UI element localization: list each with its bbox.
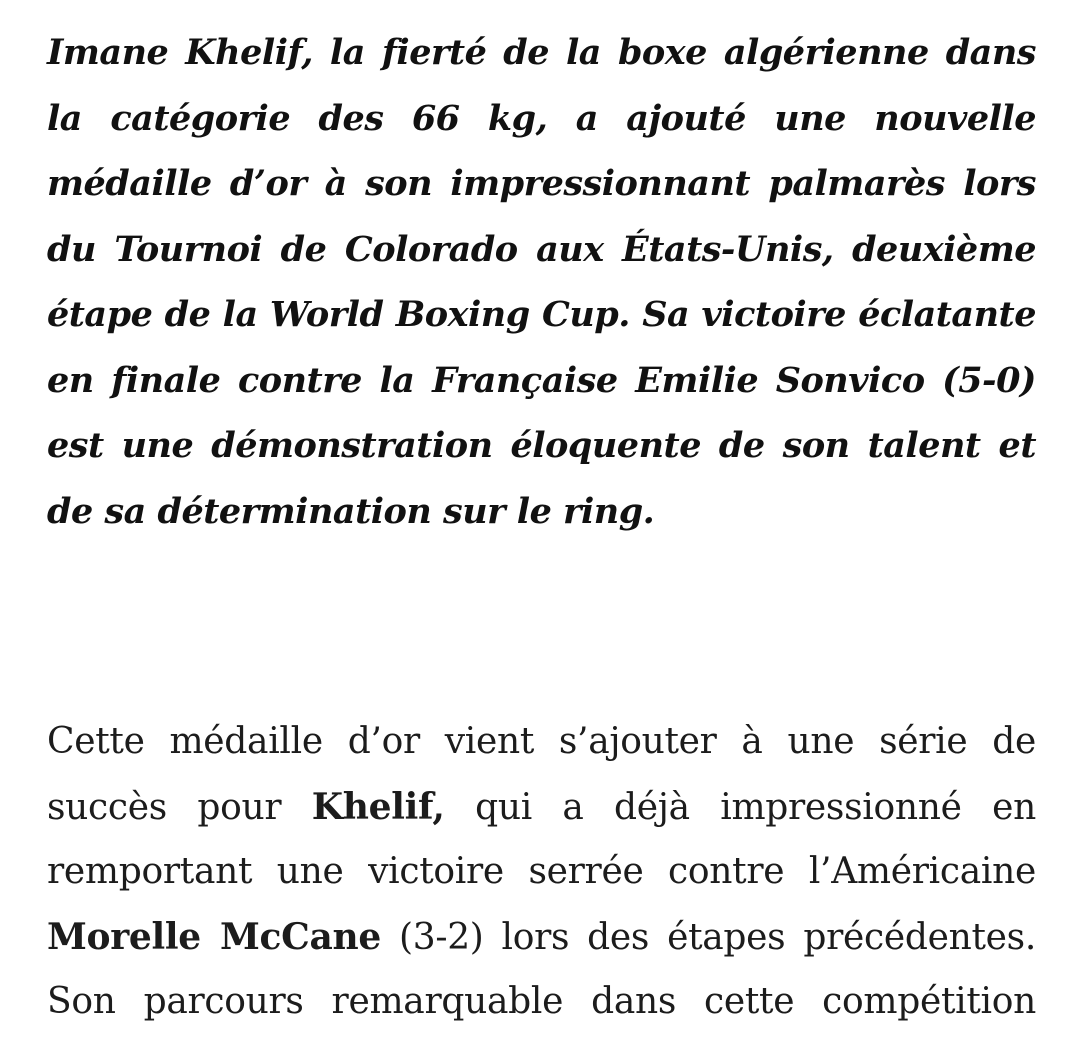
lead-paragraph: Imane Khelif, la fierté de la boxe algérienne dans la catégorie des 66 kg, a ajouté une nouvelle médaille d’or à son impressionnant palmarès lors du Tournoi de Colorado aux États-Unis, deuxième étape de la World Boxing Cup. Sa victoire éclatante en finale contre la Française Emilie Sonvico (5-0) est une démonstration éloquente de son talent et de sa détermination sur le ring. bbox=[47, 32, 1036, 532]
article-body bbox=[47, 20, 1036, 1022]
athlete-name-khelif: Khelif, bbox=[311, 785, 445, 828]
body-paragraph bbox=[47, 710, 1036, 1035]
body-text-part-3: (3-2) lors des étapes précédentes. Son parcours remarquable dans cette compétition bbox=[47, 916, 1036, 1022]
body-text-part-2: qui a déjà impressionné en remportant une victoire serrée contre l’Américaine bbox=[47, 786, 1036, 892]
athlete-name-mccane: Morelle McCane bbox=[47, 915, 381, 958]
body-text-part-1: Cette médaille d’or vient s’ajouter à une série de succès pour bbox=[47, 721, 1036, 828]
